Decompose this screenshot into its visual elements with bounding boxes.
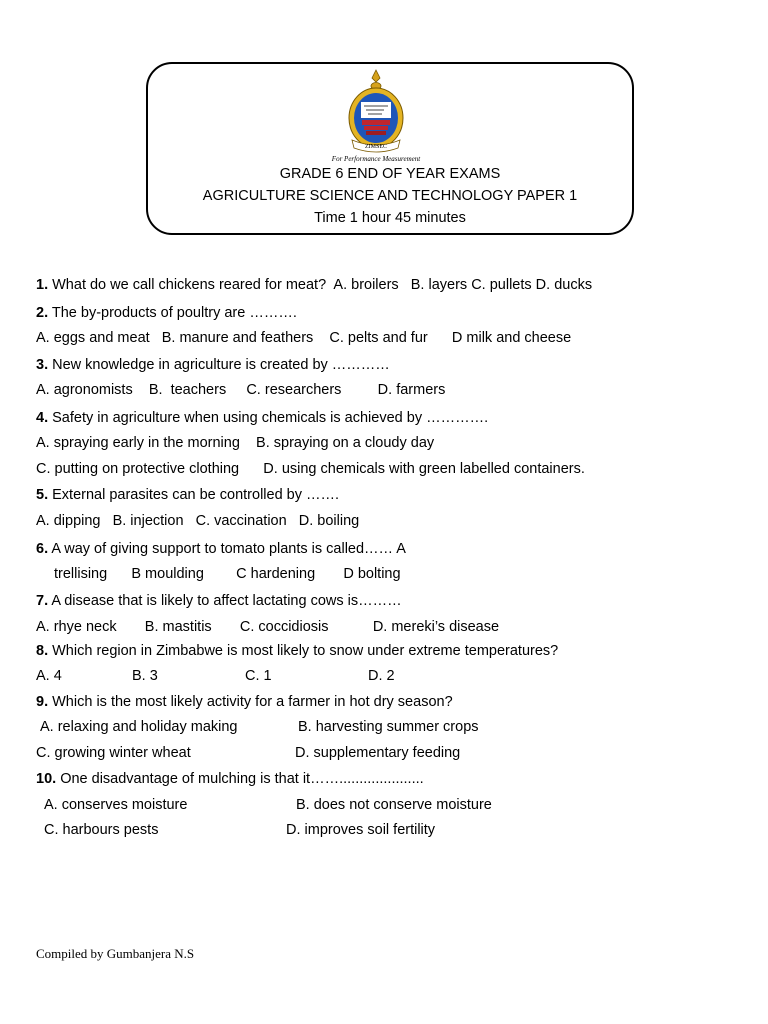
question-text: The by-products of poultry are ………. (51, 305, 297, 321)
question-3 (36, 356, 390, 374)
question-9-option-d: D. supplementary feeding (295, 745, 461, 761)
question-10 (36, 770, 424, 788)
compiler-credit: Compiled by Gumbanjera N.S (36, 946, 195, 961)
question-6-options: trellising B moulding C hardening D bolting (54, 566, 401, 582)
question-8-option-c: C. 1 (245, 668, 272, 684)
question-number: 4. (36, 410, 49, 426)
question-text: What do we call chickens reared for meat? A. broilers B. layers C. pullets D. ducks (52, 277, 593, 293)
question-number: 3. (36, 357, 49, 373)
exam-title: GRADE 6 END OF YEAR EXAMS (279, 166, 501, 182)
question-text: A disease that is likely to affect lactating cows is……… (51, 593, 402, 609)
question-6 (36, 540, 406, 558)
exam-subject: AGRICULTURE SCIENCE AND TECHNOLOGY PAPER 1 (202, 188, 578, 204)
question-number: 1. (36, 277, 49, 293)
logo-text: ZIMSEC (364, 144, 388, 150)
question-text: Which region in Zimbabwe is most likely to snow under extreme temperatures? (52, 643, 559, 659)
question-number: 2. (36, 305, 49, 321)
exam-duration: Time 1 hour 45 minutes (314, 210, 466, 226)
question-4-options-c-d: C. putting on protective clothing D. using chemicals with green labelled containers. (36, 461, 585, 477)
question-2 (36, 304, 297, 322)
question-9-option-c: C. growing winter wheat (36, 745, 191, 761)
question-5 (36, 486, 339, 504)
logo-motto: For Performance Measurement (331, 155, 421, 163)
question-text: External parasites can be controlled by ……. (52, 487, 340, 503)
question-10-option-b: B. does not conserve moisture (296, 797, 492, 813)
question-2-options: A. eggs and meat B. manure and feathers C. pelts and fur D milk and cheese (36, 330, 572, 346)
question-number: 5. (36, 487, 49, 503)
question-1 (36, 276, 592, 294)
question-8 (36, 642, 558, 660)
question-4-options-a-b: A. spraying early in the morning B. spraying on a cloudy day (36, 435, 435, 451)
question-8-option-b: B. 3 (132, 668, 158, 684)
question-4 (36, 409, 488, 427)
question-3-options: A. agronomists B. teachers C. researchers D. farmers (36, 382, 446, 398)
question-7-options: A. rhye neck B. mastitis C. coccidiosis D. mereki’s disease (36, 619, 500, 635)
question-10-option-a: A. conserves moisture (44, 797, 188, 813)
question-5-options: A. dipping B. injection C. vaccination D. boiling (36, 513, 360, 529)
question-text: New knowledge in agriculture is created by ………… (52, 357, 390, 373)
question-7 (36, 592, 402, 610)
question-9-option-b: B. harvesting summer crops (298, 719, 479, 735)
question-10-option-d: D. improves soil fertility (286, 822, 436, 838)
question-number: 7. (36, 593, 49, 609)
question-8-option-d: D. 2 (368, 668, 395, 684)
question-9 (36, 693, 453, 711)
question-text: A way of giving support to tomato plants is called…… A (51, 541, 406, 557)
question-9-option-a: A. relaxing and holiday making (40, 719, 238, 735)
question-number: 8. (36, 643, 49, 659)
question-10-option-c: C. harbours pests (44, 822, 159, 838)
question-text: Safety in agriculture when using chemicals is achieved by …………. (52, 410, 489, 426)
zimsec-logo (326, 68, 426, 164)
question-text: Which is the most likely activity for a farmer in hot dry season? (52, 694, 453, 710)
question-text: One disadvantage of mulching is that it……..................... (60, 771, 424, 787)
question-8-option-a: A. 4 (36, 668, 62, 684)
question-number: 9. (36, 694, 49, 710)
question-number: 6. (36, 541, 49, 557)
question-number: 10. (36, 771, 57, 787)
